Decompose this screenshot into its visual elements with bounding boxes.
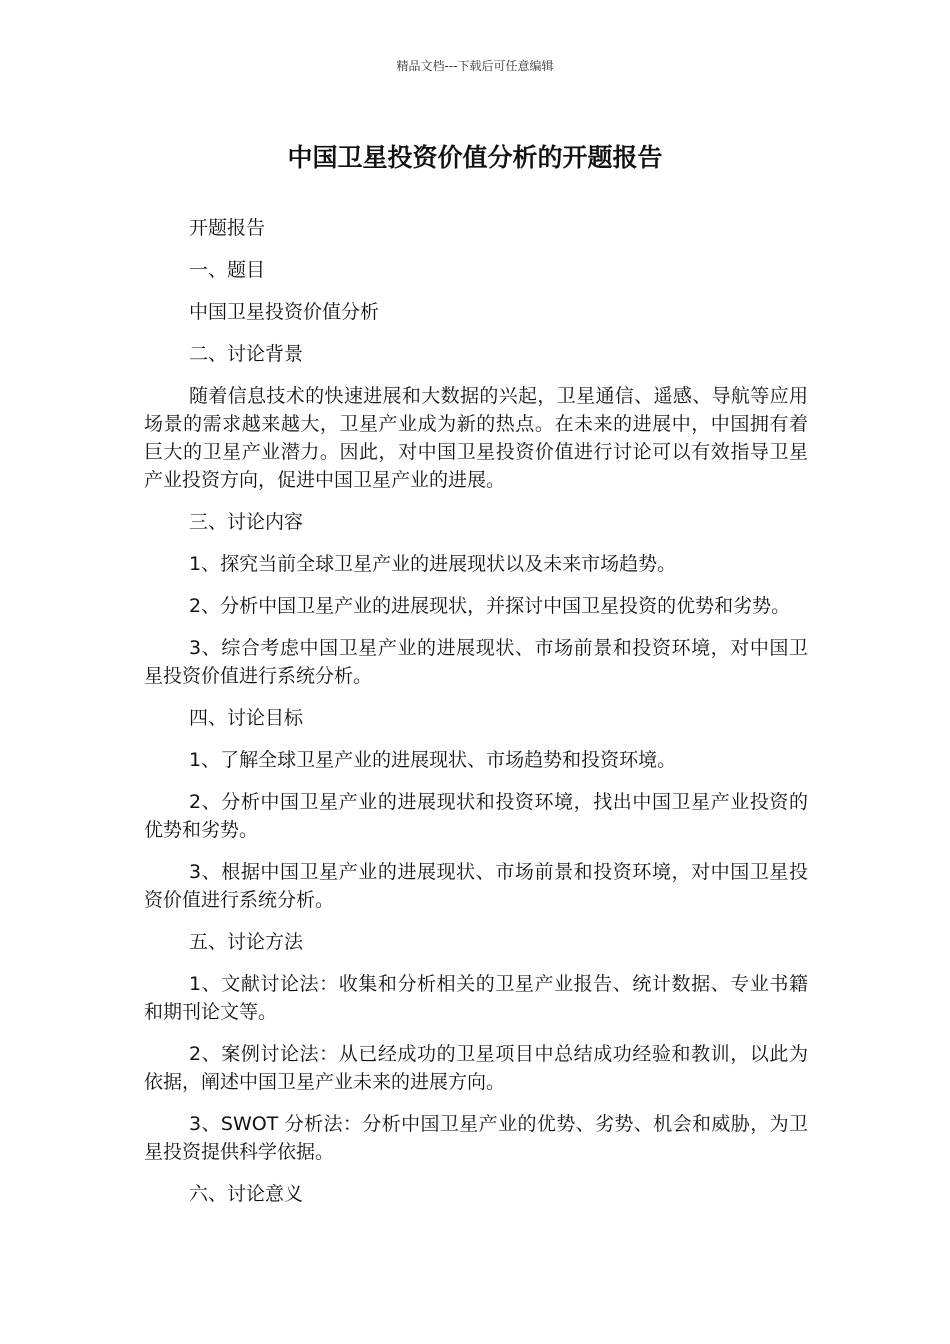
section-heading-goals: 四、讨论目标 — [189, 707, 304, 729]
section-heading-significance: 六、讨论意义 — [189, 1183, 304, 1205]
paragraph-goal-item: 2、分析中国卫星产业的进展现状和投资环境，找出中国卫星产业投资的优势和劣势。 — [144, 791, 808, 841]
section-heading-background: 二、讨论背景 — [189, 343, 304, 365]
paragraph-method-item: 2、案例讨论法：从已经成功的卫星项目中总结成功经验和教训，以此为依据，阐述中国卫星产业未来的进展方向。 — [144, 1043, 808, 1093]
paragraph-method-item: 1、文献讨论法：收集和分析相关的卫星产业报告、统计数据、专业书籍和期刊论文等。 — [144, 973, 808, 1023]
paragraph-method-item: 3、SWOT 分析法：分析中国卫星产业的优势、劣势、机会和威胁，为卫星投资提供科学依据。 — [144, 1113, 808, 1163]
paragraph-background: 随着信息技术的快速进展和大数据的兴起，卫星通信、遥感、导航等应用场景的需求越来越大，卫星产业成为新的热点。在未来的进展中，中国拥有着巨大的卫星产业潜力。因此，对中国卫星投资价值进行讨论可以有效指导卫星产业投资方向，促进中国卫星产业的进展。 — [144, 385, 808, 491]
section-heading-topic: 一、题目 — [189, 259, 266, 281]
page-header: 精品文档---下载后可任意编辑 — [396, 59, 554, 73]
section-heading-methods: 五、讨论方法 — [189, 931, 304, 953]
paragraph-goal-item: 1、了解全球卫星产业的进展现状、市场趋势和投资环境。 — [189, 749, 677, 771]
paragraph-content-item: 3、综合考虑中国卫星产业的进展现状、市场前景和投资环境，对中国卫星投资价值进行系统分析。 — [144, 637, 808, 687]
document-title: 中国卫星投资价值分析的开题报告 — [287, 143, 663, 172]
document-body — [144, 214, 808, 1222]
paragraph-content-item: 1、探究当前全球卫星产业的进展现状以及未来市场趋势。 — [189, 553, 677, 575]
paragraph-report-label: 开题报告 — [189, 217, 266, 239]
section-heading-content: 三、讨论内容 — [189, 511, 304, 533]
paragraph-topic: 中国卫星投资价值分析 — [189, 301, 380, 323]
paragraph-content-item: 2、分析中国卫星产业的进展现状，并探讨中国卫星投资的优势和劣势。 — [189, 595, 791, 617]
paragraph-goal-item: 3、根据中国卫星产业的进展现状、市场前景和投资环境，对中国卫星投资价值进行系统分析。 — [144, 861, 808, 911]
